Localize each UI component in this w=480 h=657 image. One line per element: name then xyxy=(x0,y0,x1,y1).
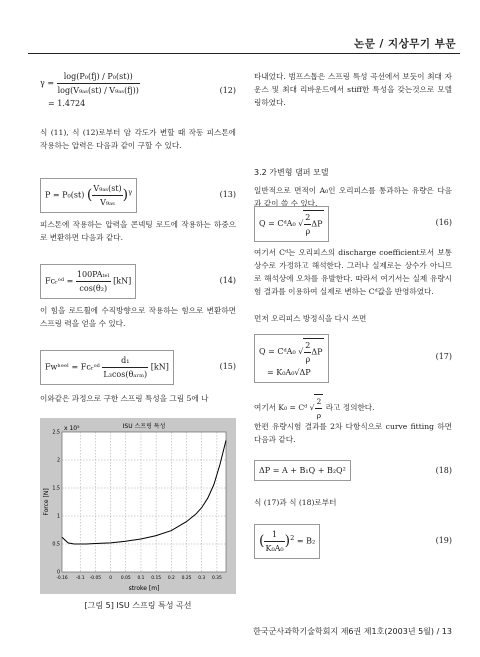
eq-number: (15) xyxy=(219,362,236,371)
equation-13: P = P₀(st) ( $\frac{\text{V₉ₐₛ(st)}}{\text{V₉ₐₛ}}$ )$^\gamma$ (13) xyxy=(40,176,236,210)
y-tick-label: 2.5 xyxy=(52,430,60,436)
paragraph: 한편 유량시험 결과를 2차 다항식으로 curve fitting 하면 다음과 같다. xyxy=(254,422,452,444)
x-tick-label: 0.3 xyxy=(198,576,206,581)
equation-17: Q = CᵈA₀ √ $\frac{2}{\rho}$ ΔP = K₀A₀√ΔP (17) xyxy=(254,332,452,382)
eq-number: (14) xyxy=(219,276,236,285)
paragraph: 이 힘을 로드휠에 수직방향으로 작용하는 힘으로 변환하면 스프링 력을 얻을 수 있다. xyxy=(40,306,236,328)
x-tick-label: 0.15 xyxy=(151,576,162,581)
paragraph: 식 (17)과 식 (18)로부터 xyxy=(254,498,337,507)
x-tick-label: -0.1 xyxy=(75,576,85,581)
paragraph: 일반적으로 면적이 A₀인 오리피스를 통과하는 유량은 다음과 같이 쓸 수 있다. xyxy=(254,186,452,208)
x-tick-label: 0.35 xyxy=(211,576,222,581)
x-tick-label: 0.1 xyxy=(137,576,145,581)
eq-number: (13) xyxy=(219,190,236,199)
x-tick-label: 0.2 xyxy=(167,576,175,581)
equation-19: ( $\frac{1}{\text{K₀A₀}}$ )$^2$ = B₂ (19) xyxy=(254,522,452,556)
page-footer: 한국군사과학기술학회지 제6권 제1호(2003년 5월) / 13 xyxy=(253,627,452,636)
paragraph: 피스톤에 작용하는 압력을 콘넥팅 로드에 작용하는 하중으로 변환하면 다음과 같다. xyxy=(40,220,236,242)
x-tick-label: -0.16 xyxy=(56,576,68,581)
y-tick-label: 2 xyxy=(56,458,60,464)
figure-caption: [그림 5] ISU 스프링 특성 곡선 xyxy=(84,601,192,610)
figure-5 xyxy=(40,418,236,594)
equation-12: γ = $\frac{\text{log(P₀(fj) / P₀(st))}}{\text{log(V₉ₐₛ(st) / V₉ₐₛ(fj))}}$ = 1.4724 (12) xyxy=(40,72,236,108)
equation-14: Fᴄᵣᵒᵈ = $\frac{\text{100PAₜₑₗ}}{\text{cos(θ₂)}}$ [kN] (14) xyxy=(40,262,236,296)
x-tick-label: 0 xyxy=(109,576,112,581)
header-rule xyxy=(28,53,460,54)
y-tick-label: 1 xyxy=(56,514,60,520)
subsection-heading: 3.2 가변형 댐퍼 모델 xyxy=(254,168,329,177)
chart-title: ISU 스프링 특성 xyxy=(122,423,166,430)
eq-number: (18) xyxy=(435,466,452,475)
paragraph: 여기서 K₀ = Cᵈ √ $\frac{2}{\rho}$ 라고 정의한다. xyxy=(254,394,452,422)
y-tick-label: 1.5 xyxy=(52,486,60,492)
x-tick-label: 0.25 xyxy=(181,576,192,581)
y-tick-label: 0 xyxy=(56,570,60,576)
paragraph: 이와같은 과정으로 구한 스프링 특성을 그림 5에 나 xyxy=(40,394,209,403)
x-tick-label: 0.05 xyxy=(120,576,131,581)
y-multiplier: x 10⁵ xyxy=(64,425,80,432)
y-axis-label: Force [N] xyxy=(43,488,50,516)
spring-curve-chart xyxy=(40,418,236,594)
plot-area xyxy=(62,432,226,572)
equation-16: Q = CᵈA₀ √ $\frac{2}{\rho}$ ΔP (16) xyxy=(254,204,452,238)
paragraph: 먼저 오리피스 방정식을 다시 쓰면 xyxy=(254,314,367,323)
paragraph: 식 (11), 식 (12)로부터 암 각도가 변할 때 작동 피스톤에 작용하는 압력은 다음과 같이 구할 수 있다. xyxy=(40,128,236,150)
eq-number: (19) xyxy=(435,536,452,545)
equation-15: Fᴡʰᵉᵉˡ = Fᴄᵣᵒᵈ $\frac{\text{d₁}}{\text{L₃cos(θₐᵣₘ)}}$ [kN] (15) xyxy=(40,348,236,382)
paragraph: 여기서 Cᵈ는 오리피스의 discharge coefficient로서 보통 상수로 가정하고 해석한다. 그러나 실제로는 상수가 아니므로 해석상에 오차를 유발한다. 따라서 여기서는 실제 유량시험 결과를 이용하여 실제로 변하는 Cᵈ값을 반영하였다. xyxy=(254,248,452,296)
y-tick-label: 0.5 xyxy=(52,542,60,548)
eq-number: (12) xyxy=(219,86,236,95)
eq-number: (17) xyxy=(435,352,452,361)
x-axis-label: stroke [m] xyxy=(128,585,160,592)
equation-18: ΔP = A + B₁Q + B₂Q² (18) xyxy=(254,458,452,484)
x-tick-label: -0.05 xyxy=(89,576,102,581)
section-title: 논문 / 지상무기 부문 xyxy=(354,38,456,50)
eq-number: (16) xyxy=(435,218,452,227)
paragraph: 타내었다. 범프스톱은 스프링 특성 곡선에서 보듯이 최대 자운스 및 최대 리바운드에서 stiff한 특성을 갖는것으로 모델링하였다. xyxy=(254,72,452,107)
